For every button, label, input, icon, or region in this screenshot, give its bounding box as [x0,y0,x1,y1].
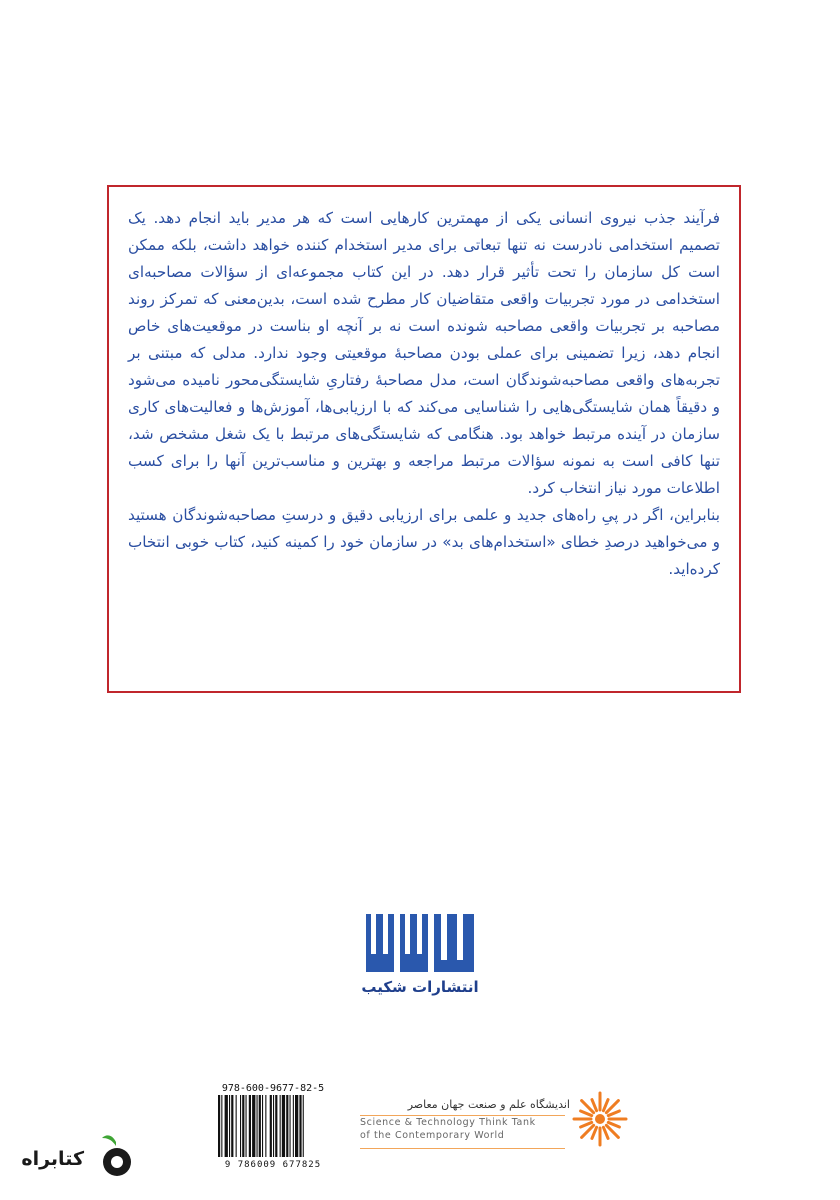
barcode-bar [236,1095,237,1157]
barcode-bar [303,1095,304,1157]
barcode-bar [252,1095,255,1157]
barcode-bar [290,1095,291,1157]
think-tank-name-fa: اندیشگاه علم و صنعت جهان معاصر [407,1098,570,1111]
sunburst-ray [581,1122,592,1127]
barcode-bar [218,1095,220,1157]
barcode-bar [257,1095,258,1157]
think-tank-en-line-2: of the Contemporary World [360,1130,505,1141]
barcode-bar [262,1095,263,1157]
barcode-bar [270,1095,272,1157]
isbn-number: 978-600-9677-82-5 [221,1083,325,1094]
barcode-bar [249,1095,251,1157]
think-tank-rule-bottom [360,1148,565,1149]
barcode-bar [293,1095,294,1157]
sunburst-ray [592,1100,597,1111]
blurb-paragraph-2: بنابراین، اگر در پیِ راه‌های جدید و علمی برای ارزیابی دقیق و درستِ مصاحبه‌شوندگان هستید و می‌خواهید درصدِ خطای «استخدام‌های بد» در سازمان خود را کمینه کنید، کتاب خوبی انتخاب کرده‌اید. [128,506,720,578]
sunburst-ray [608,1122,619,1127]
barcode-bar [259,1095,261,1157]
store-name: کتابراه [21,1148,84,1170]
sunburst-ray [608,1111,619,1116]
back-cover-blurb [128,205,720,583]
barcode-bar [231,1095,233,1157]
barcode-digits: 9 786009 677825 [224,1160,322,1170]
think-tank-sunburst-icon [571,1090,629,1148]
barcode-bar [275,1095,277,1157]
sunburst-ray [592,1127,597,1138]
think-tank-en-line-1: Science & Technology Think Tank [360,1117,536,1128]
barcode-bar [242,1095,244,1157]
barcode-bar [225,1095,228,1157]
barcode-bar [295,1095,298,1157]
sunburst-ray [603,1100,608,1111]
isbn-barcode [218,1095,330,1157]
barcode-bar [273,1095,274,1157]
barcode-bar [221,1095,222,1157]
blurb-paragraph-1: فرآیند جذب نیروی انسانی یکی از مهمترین کارهایی است که هر مدیر باید انجام دهد. یک تصمیم استخدامی نادرست نه تنها تبعاتی برای مدیر استخدام کننده خواهد داشت، بلکه ممکن است کل سازمان را تحت تأثیر قرار دهد. در این کتاب مجموعه‌ای از سؤالات مصاحبه‌ای استخدامی در مورد تجربیات واقعی متقاضیان کار مطرح شده است، بدین‌معنی که تمرکز روند مصاحبه بر تجربیات واقعی مصاحبه شونده است نه بر آنچه او بناست در موقعیت‌های خاص انجام دهد، زیرا تضمینی برای عملی بودن مصاحبهٔ موقعیتی وجود ندارد. مدلی که مبتنی بر تجربه‌های واقعی مصاحبه‌شوندگان است، مدل مصاحبهٔ رفتاریِ شایستگی‌محور نامیده می‌شود و دقیقاً همان شایستگی‌هایی را شناسایی می‌کند که با ارزیابی‌ها، آموزش‌ها و فعالیت‌های کاری سازمان در آینده مرتبط خواهد بود. هنگامی که شایستگی‌های مرتبط با یک شغل مشخص شد، تنها کافی است به نمونه سؤالات مرتبط مراجعه و بهترین و مناسب‌ترین آنها را برای کسب اطلاعات مورد نیاز انتخاب کرد. [128,209,720,497]
sunburst-core [595,1114,605,1124]
barcode-bar [286,1095,288,1157]
barcode-bar [299,1095,301,1157]
barcode-bar [265,1095,266,1157]
barcode-bar [240,1095,241,1157]
sunburst-ray [603,1127,608,1138]
sunburst-ray [581,1111,592,1116]
barcode-bar [246,1095,247,1157]
barcode-bar [280,1095,281,1157]
barcode-bar [229,1095,230,1157]
think-tank-name-en [360,1116,570,1142]
barcode-bar [282,1095,285,1157]
publisher-name: انتشارات شکیب [361,978,479,996]
